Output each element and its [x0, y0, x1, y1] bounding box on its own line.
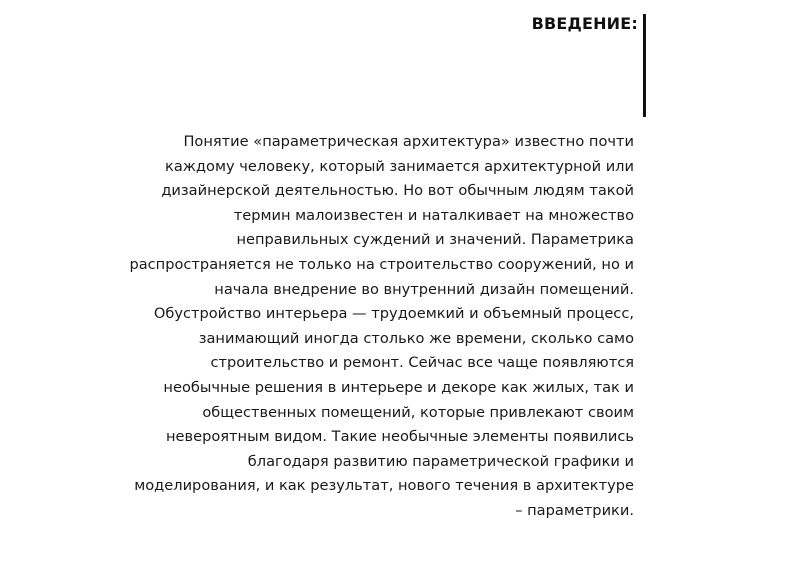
vertical-divider	[643, 14, 646, 117]
paragraph-line: занимающий иногда столько же времени, сколько само	[198, 329, 634, 347]
paragraph-line: невероятным видом. Такие необычные элементы появились	[165, 428, 634, 446]
paragraph-line: термин малоизвестен и наталкивает на множество	[233, 206, 634, 224]
paragraph-line: начала внедрение во внутренний дизайн помещений.	[214, 280, 634, 298]
paragraph-line: Понятие «параметрическая архитектура» известно почти	[183, 133, 634, 150]
paragraph-line: необычные решения в интерьере и декоре как жилых, так и	[163, 378, 634, 396]
paragraph-line: Обустройство интерьера — трудоемкий и объемный процесс,	[153, 305, 634, 323]
paragraph-line: неправильных суждений и значений. Параметрика	[236, 231, 634, 249]
intro-paragraph	[22, 130, 634, 524]
paragraph-line: каждому человеку, который занимается архитектурной или	[165, 157, 634, 175]
paragraph-line: общественных помещений, которые привлекают своим	[202, 403, 634, 421]
paragraph-line: благодаря развитию параметрической графики и	[247, 452, 634, 470]
paragraph-line: моделирования, и как результат, нового течения в архитектуре	[134, 477, 634, 495]
paragraph-line: распространяется не только на строительство сооружений, но и	[129, 255, 634, 273]
paragraph-line: – параметрики.	[515, 501, 634, 519]
paragraph-line: строительство и ремонт. Сейчас все чаще появляются	[210, 354, 634, 372]
slide-heading: ВВЕДЕНИЕ:	[531, 14, 638, 33]
paragraph-line: дизайнерской деятельностью. Но вот обычным людям такой	[161, 182, 634, 200]
